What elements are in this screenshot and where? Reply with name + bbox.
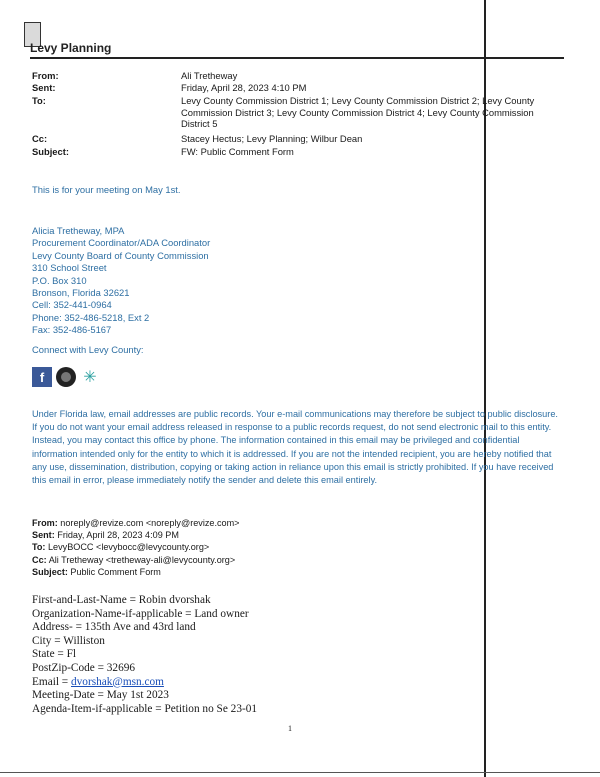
fwd-subject: Subject: Public Comment Form bbox=[32, 566, 161, 577]
facebook-icon[interactable]: f bbox=[32, 367, 52, 387]
forwarded-header bbox=[32, 517, 240, 578]
intro-text: This is for your meeting on May 1st. bbox=[32, 184, 181, 195]
to-value: Levy County Commission District 1; Levy County Commission District 2; Levy County Commission District 3; Levy County Commission District 4; Levy County Commission District 5 bbox=[181, 95, 535, 130]
form-city: City = Williston bbox=[32, 634, 105, 647]
camera-icon[interactable] bbox=[56, 367, 76, 387]
page-title: Levy Planning bbox=[30, 41, 112, 55]
comment-form bbox=[32, 594, 257, 716]
signature-line: Procurement Coordinator/ADA Coordinator bbox=[32, 237, 211, 249]
sparkle-icon[interactable]: ✳ bbox=[83, 369, 97, 386]
form-state: State = Fl bbox=[32, 648, 77, 661]
form-zip: PostZip-Code = 32696 bbox=[32, 661, 136, 674]
signature-line: Fax: 352-486-5167 bbox=[32, 324, 112, 336]
fwd-from: From: noreply@revize.com <noreply@revize.com> bbox=[32, 518, 240, 528]
to-label: To: bbox=[32, 95, 46, 106]
from-label: From: bbox=[32, 70, 59, 81]
page-number: 1 bbox=[288, 724, 292, 733]
form-address: Address- = 135th Ave and 43rd land bbox=[32, 621, 196, 634]
bottom-rule bbox=[0, 772, 600, 773]
fwd-cc: Cc: Ali Tretheway <tretheway-ali@levycounty.org> bbox=[32, 554, 236, 565]
legal-disclaimer: Under Florida law, email addresses are public records. Your e-mail communications may therefore be subject to public disclosure. If you do not want your email address released in response to a public records request, do not send electronic mail to this entity. Instead, you may contact this office by phone. The information contained in this email may be privileged and confidential information intended only for the entity to which it is addressed. If you are not the intended recipient, you are hereby notified that any use, dissemination, distribution, copying or taking action in reliance upon this email is strictly prohibited. If you have received this email in error, please immediately notify the sender and delete this email entirely. bbox=[32, 409, 558, 486]
connect-text: Connect with Levy County: bbox=[32, 344, 144, 355]
email-link[interactable]: dvorshak@msn.com bbox=[71, 675, 164, 688]
form-organization: Organization-Name-if-applicable = Land owner bbox=[32, 607, 249, 620]
signature-line: Cell: 352-441-0964 bbox=[32, 299, 112, 311]
sent-label: Sent: bbox=[32, 82, 56, 93]
signature-line: P.O. Box 310 bbox=[32, 274, 87, 286]
signature-block bbox=[32, 225, 210, 337]
fwd-to: To: LevyBOCC <levybocc@levycounty.org> bbox=[32, 542, 210, 553]
form-email: Email = dvorshak@msn.com bbox=[32, 675, 164, 688]
social-icons bbox=[32, 367, 100, 387]
fwd-sent: Sent: Friday, April 28, 2023 4:09 PM bbox=[32, 530, 179, 541]
subject-value: FW: Public Comment Form bbox=[181, 146, 294, 157]
subject-label: Subject: bbox=[32, 146, 69, 157]
title-rule bbox=[30, 57, 564, 59]
from-value: Ali Tretheway bbox=[181, 70, 238, 81]
signature-line: 310 School Street bbox=[32, 262, 107, 274]
signature-line: Alicia Tretheway, MPA bbox=[32, 225, 125, 236]
sent-value: Friday, April 28, 2023 4:10 PM bbox=[181, 82, 307, 93]
form-meeting-date: Meeting-Date = May 1st 2023 bbox=[32, 689, 169, 702]
signature-line: Phone: 352-486-5218, Ext 2 bbox=[32, 311, 150, 323]
cc-value: Stacey Hectus; Levy Planning; Wilbur Dean bbox=[181, 133, 363, 144]
cc-label: Cc: bbox=[32, 133, 48, 144]
form-name: First-and-Last-Name = Robin dvorshak bbox=[32, 594, 211, 606]
form-agenda-item: Agenda-Item-if-applicable = Petition no Se 23-01 bbox=[32, 702, 258, 715]
signature-line: Levy County Board of County Commission bbox=[32, 249, 209, 261]
signature-line: Bronson, Florida 32621 bbox=[32, 287, 130, 299]
